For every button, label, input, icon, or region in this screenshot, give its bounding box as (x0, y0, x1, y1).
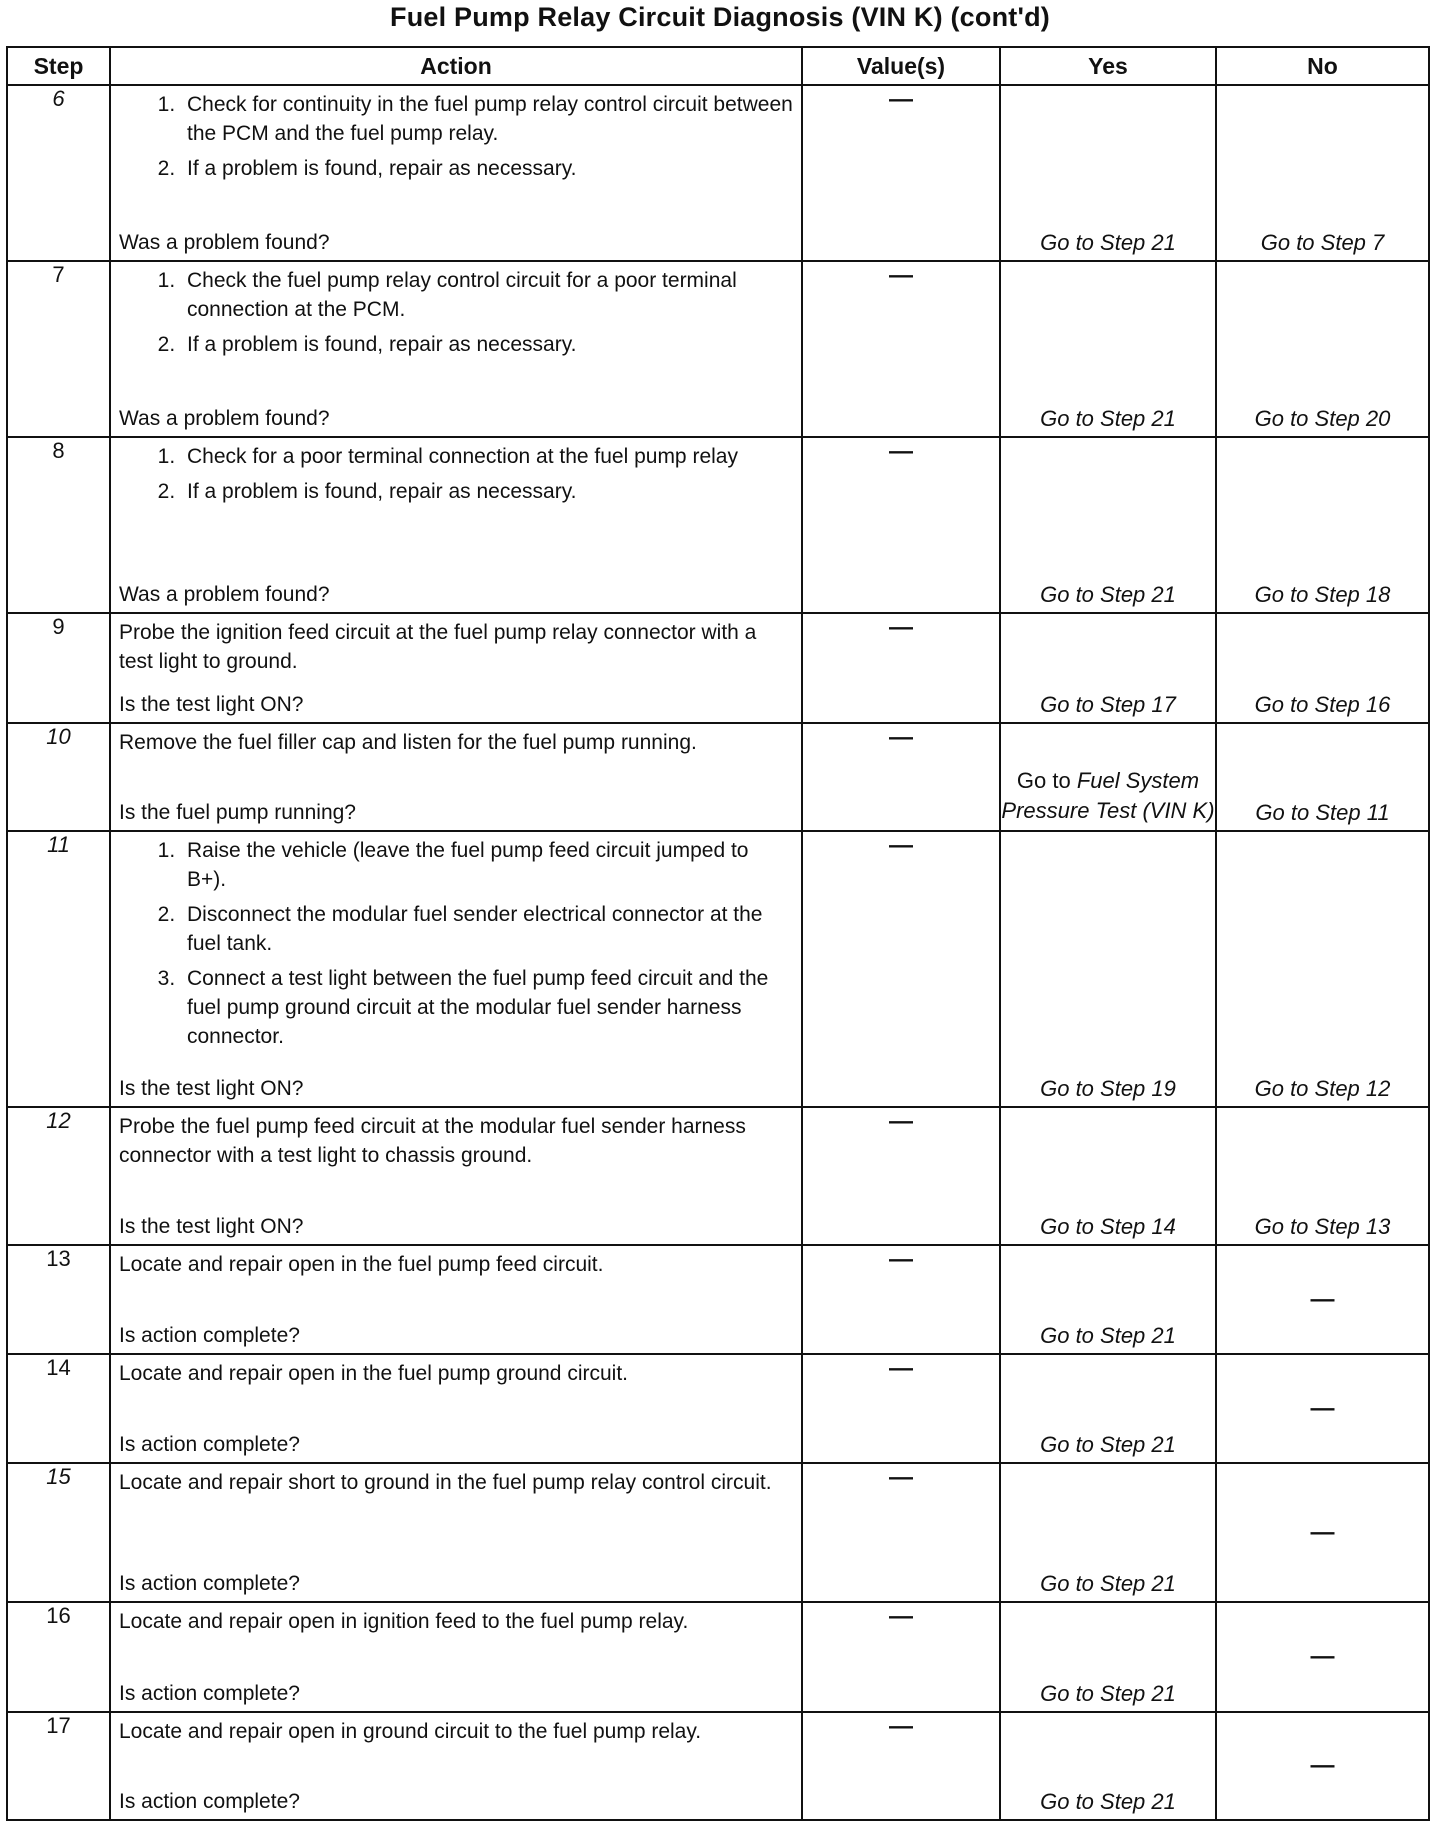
action-question: Is action complete? (119, 1572, 300, 1595)
no-link[interactable]: Go to Step 11 (1255, 800, 1390, 825)
action-question: Is action complete? (119, 1433, 300, 1456)
action-item: 2. If a problem is found, repair as necessary. (181, 154, 793, 183)
no-link[interactable]: Go to Step 13 (1254, 1214, 1391, 1239)
yes-link[interactable] (1001, 766, 1215, 826)
action-item: 3. Connect a test light between the fuel pump feed circuit and the fuel pump ground circuit at the modular fuel sender harness connector. (181, 964, 793, 1051)
yes-link[interactable]: Go to Step 21 (1040, 1681, 1176, 1706)
action-question: Was a problem found? (119, 583, 330, 606)
yes-cell (1000, 613, 1216, 723)
yes-cell (1000, 1712, 1216, 1820)
action-cell (110, 1602, 802, 1712)
action-cell (110, 1245, 802, 1354)
action-question: Is action complete? (119, 1324, 300, 1347)
no-cell (1216, 1107, 1429, 1245)
table-row (7, 723, 1429, 831)
no-link[interactable]: Go to Step 12 (1254, 1076, 1391, 1101)
yes-link[interactable]: Go to Step 21 (1040, 582, 1176, 607)
table-row (7, 613, 1429, 723)
action-text: Locate and repair open in the fuel pump feed circuit. (119, 1253, 604, 1276)
value-cell: — (802, 831, 1000, 1107)
step-number: 14 (7, 1354, 110, 1463)
action-question: Is action complete? (119, 1682, 300, 1705)
action-cell (110, 723, 802, 831)
value-cell: — (802, 1712, 1000, 1820)
action-cell (110, 1712, 802, 1820)
step-number: 13 (7, 1245, 110, 1354)
no-link[interactable]: Go to Step 16 (1254, 692, 1391, 717)
yes-prefix: Go to (1016, 768, 1071, 793)
action-text: Locate and repair open in the fuel pump ground circuit. (119, 1362, 628, 1385)
action-item: 2. If a problem is found, repair as necessary. (181, 330, 793, 359)
action-question: Is the test light ON? (119, 1215, 304, 1238)
action-cell (110, 261, 802, 437)
value-cell: — (802, 1354, 1000, 1463)
action-text: Probe the ignition feed circuit at the fuel pump relay connector with a test light to ground. (119, 621, 757, 673)
yes-link[interactable]: Go to Step 21 (1040, 1323, 1176, 1348)
no-cell (1216, 831, 1429, 1107)
action-text: Locate and repair open in ignition feed to the fuel pump relay. (119, 1610, 689, 1633)
step-number: 8 (7, 437, 110, 613)
no-cell: — (1216, 1245, 1429, 1354)
step-number: 16 (7, 1602, 110, 1712)
yes-link-text: Fuel System Pressure Test (VIN K) (1001, 768, 1215, 823)
step-number: 15 (7, 1463, 110, 1602)
action-item: 2. If a problem is found, repair as necessary. (181, 477, 793, 506)
yes-cell (1000, 831, 1216, 1107)
diagnosis-table (6, 46, 1430, 1821)
value-cell: — (802, 437, 1000, 613)
no-link[interactable]: Go to Step 7 (1260, 230, 1385, 255)
table-row (7, 831, 1429, 1107)
action-question: Is the test light ON? (119, 693, 304, 716)
step-number: 12 (7, 1107, 110, 1245)
yes-link[interactable]: Go to Step 21 (1040, 406, 1176, 431)
action-question: Is the fuel pump running? (119, 801, 356, 824)
header-values: Value(s) (802, 47, 1000, 85)
step-number: 6 (7, 85, 110, 261)
yes-cell (1000, 261, 1216, 437)
action-cell (110, 1107, 802, 1245)
value-cell: — (802, 613, 1000, 723)
table-row (7, 1354, 1429, 1463)
yes-cell (1000, 1602, 1216, 1712)
action-item: 1. Check for continuity in the fuel pump relay control circuit between the PCM and the fuel pump relay. (181, 90, 793, 148)
step-number: 11 (7, 831, 110, 1107)
action-question: Is action complete? (119, 1790, 300, 1813)
yes-link[interactable]: Go to Step 21 (1040, 230, 1176, 255)
yes-cell (1000, 1245, 1216, 1354)
page-title: Fuel Pump Relay Circuit Diagnosis (VIN K) (cont'd) (390, 2, 1050, 32)
action-cell (110, 1354, 802, 1463)
no-cell (1216, 261, 1429, 437)
value-cell: — (802, 261, 1000, 437)
yes-cell (1000, 1463, 1216, 1602)
no-cell (1216, 85, 1429, 261)
no-cell: — (1216, 1712, 1429, 1820)
action-list (119, 90, 793, 183)
header-action: Action (110, 47, 802, 85)
yes-link[interactable]: Go to Step 19 (1040, 1076, 1176, 1101)
action-cell (110, 613, 802, 723)
step-number: 7 (7, 261, 110, 437)
action-item: 1. Check for a poor terminal connection at the fuel pump relay (181, 442, 793, 471)
action-item: 1. Raise the vehicle (leave the fuel pump feed circuit jumped to B+). (181, 836, 793, 894)
no-cell: — (1216, 1463, 1429, 1602)
action-cell (110, 831, 802, 1107)
value-cell: — (802, 1463, 1000, 1602)
header-step: Step (7, 47, 110, 85)
value-cell: — (802, 1245, 1000, 1354)
action-text: Locate and repair open in ground circuit to the fuel pump relay. (119, 1720, 702, 1743)
action-list (119, 836, 793, 1051)
action-list (119, 266, 793, 359)
action-text: Probe the fuel pump feed circuit at the modular fuel sender harness connector with a test light to chassis ground. (119, 1115, 746, 1167)
action-cell (110, 85, 802, 261)
yes-link[interactable]: Go to Step 14 (1040, 1214, 1176, 1239)
header-row (7, 47, 1429, 85)
value-cell: — (802, 723, 1000, 831)
step-number: 17 (7, 1712, 110, 1820)
value-cell: — (802, 85, 1000, 261)
step-number: 10 (7, 723, 110, 831)
no-cell (1216, 723, 1429, 831)
table-row (7, 1463, 1429, 1602)
no-cell (1216, 613, 1429, 723)
action-item: 2. Disconnect the modular fuel sender electrical connector at the fuel tank. (181, 900, 793, 958)
yes-cell (1000, 1354, 1216, 1463)
action-text: Remove the fuel filler cap and listen for the fuel pump running. (119, 731, 697, 754)
table-row (7, 1602, 1429, 1712)
no-link[interactable]: Go to Step 20 (1254, 406, 1391, 431)
header-yes: Yes (1000, 47, 1216, 85)
table-row (7, 1712, 1429, 1820)
action-text: Locate and repair short to ground in the fuel pump relay control circuit. (119, 1471, 772, 1494)
yes-cell (1000, 85, 1216, 261)
value-cell: — (802, 1602, 1000, 1712)
no-cell: — (1216, 1354, 1429, 1463)
yes-cell (1000, 1107, 1216, 1245)
step-number: 9 (7, 613, 110, 723)
action-cell (110, 437, 802, 613)
yes-link[interactable]: Go to Step 21 (1040, 1789, 1176, 1814)
yes-link[interactable]: Go to Step 21 (1040, 1571, 1176, 1596)
action-question: Was a problem found? (119, 231, 330, 254)
table-row (7, 1107, 1429, 1245)
table-row (7, 85, 1429, 261)
action-question: Was a problem found? (119, 407, 330, 430)
yes-cell (1000, 723, 1216, 831)
action-list (119, 442, 793, 506)
action-item: 1. Check the fuel pump relay control circuit for a poor terminal connection at the PCM. (181, 266, 793, 324)
header-no: No (1216, 47, 1429, 85)
yes-cell (1000, 437, 1216, 613)
no-cell: — (1216, 1602, 1429, 1712)
table-row (7, 261, 1429, 437)
table-row (7, 1245, 1429, 1354)
action-cell (110, 1463, 802, 1602)
value-cell: — (802, 1107, 1000, 1245)
yes-link[interactable]: Go to Step 17 (1040, 692, 1176, 717)
no-link[interactable]: Go to Step 18 (1254, 582, 1391, 607)
yes-link[interactable]: Go to Step 21 (1040, 1432, 1176, 1457)
action-question: Is the test light ON? (119, 1077, 304, 1100)
table-row (7, 437, 1429, 613)
no-cell (1216, 437, 1429, 613)
